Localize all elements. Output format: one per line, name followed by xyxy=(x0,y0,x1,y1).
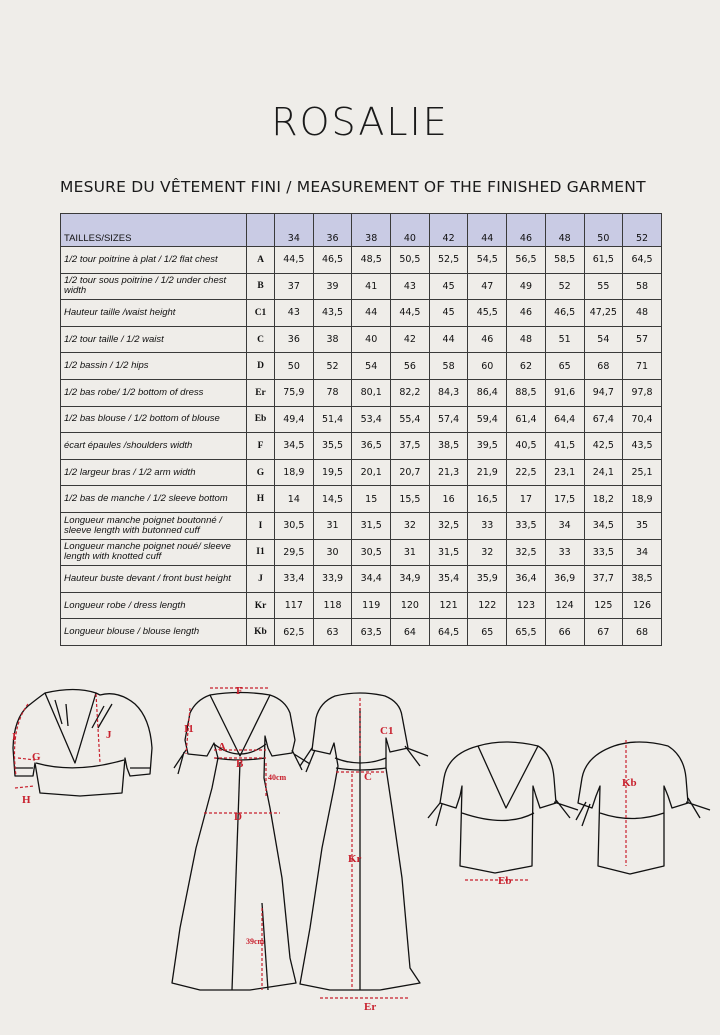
dress-back-drawing xyxy=(300,693,428,990)
measurement-value: 61,4 xyxy=(507,406,546,433)
measurement-value: 117 xyxy=(275,592,314,619)
measurement-code: F xyxy=(247,433,275,460)
measurement-value: 47,25 xyxy=(584,300,623,327)
measurement-value: 17 xyxy=(507,486,546,513)
measurement-code: Eb xyxy=(247,406,275,433)
measurement-value: 35 xyxy=(623,512,662,539)
measurement-value: 65 xyxy=(545,353,584,380)
measurement-value: 36,5 xyxy=(352,433,391,460)
measurement-row xyxy=(61,300,662,327)
measurement-value: 45,5 xyxy=(468,300,507,327)
measurement-value: 66 xyxy=(545,619,584,646)
measurement-value: 124 xyxy=(545,592,584,619)
measurement-value: 32 xyxy=(391,512,430,539)
label-I1: I1 xyxy=(184,723,194,735)
measurement-value: 17,5 xyxy=(545,486,584,513)
measurement-row xyxy=(61,619,662,646)
measurement-label: Hauteur taille /waist height xyxy=(61,300,247,327)
measurement-code: B xyxy=(247,273,275,300)
measurement-value: 71 xyxy=(623,353,662,380)
label-G: G xyxy=(32,751,41,763)
blouse-back-drawing xyxy=(576,742,710,874)
measurement-value: 68 xyxy=(623,619,662,646)
measurement-value: 46 xyxy=(468,326,507,353)
measurement-value: 42,5 xyxy=(584,433,623,460)
measurement-value: 125 xyxy=(584,592,623,619)
measurement-value: 21,3 xyxy=(429,459,468,486)
measurement-value: 39 xyxy=(313,273,352,300)
measurement-value: 44,5 xyxy=(391,300,430,327)
measurement-value: 19,5 xyxy=(313,459,352,486)
measurement-row xyxy=(61,486,662,513)
measurement-value: 55 xyxy=(584,273,623,300)
measurement-value: 63,5 xyxy=(352,619,391,646)
measurement-value: 122 xyxy=(468,592,507,619)
measurement-value: 55,4 xyxy=(391,406,430,433)
measurement-value: 37,7 xyxy=(584,566,623,593)
measurement-value: 43,5 xyxy=(623,433,662,460)
label-H: H xyxy=(22,794,31,806)
measurement-value: 35,5 xyxy=(313,433,352,460)
measurement-value: 43 xyxy=(391,273,430,300)
size-header: 52 xyxy=(623,214,662,247)
measurement-label: 1/2 bas robe/ 1/2 bottom of dress xyxy=(61,379,247,406)
measurement-code: C xyxy=(247,326,275,353)
label-J: J xyxy=(106,729,112,741)
measurement-label: écart épaules /shoulders width xyxy=(61,433,247,460)
measurement-value: 49,4 xyxy=(275,406,314,433)
measurement-value: 119 xyxy=(352,592,391,619)
measurement-value: 52 xyxy=(313,353,352,380)
measurement-value: 34,9 xyxy=(391,566,430,593)
measurement-row xyxy=(61,592,662,619)
measurement-value: 30,5 xyxy=(352,539,391,566)
measurement-value: 75,9 xyxy=(275,379,314,406)
measurement-row xyxy=(61,247,662,274)
measurement-value: 20,7 xyxy=(391,459,430,486)
measurement-value: 78 xyxy=(313,379,352,406)
measurement-code: C1 xyxy=(247,300,275,327)
measurement-value: 34,4 xyxy=(352,566,391,593)
measurement-label: 1/2 tour sous poitrine / 1/2 under chest width xyxy=(61,273,247,300)
measurement-value: 91,6 xyxy=(545,379,584,406)
size-header: 38 xyxy=(352,214,391,247)
page-subtitle: MESURE DU VÊTEMENT FINI / MEASUREMENT OF THE FINISHED GARMENT xyxy=(60,178,646,196)
size-header: 34 xyxy=(275,214,314,247)
measurement-value: 54,5 xyxy=(468,247,507,274)
label-Eb: Eb xyxy=(498,875,512,887)
measurement-value: 42 xyxy=(391,326,430,353)
measurement-value: 31,5 xyxy=(429,539,468,566)
measurement-value: 31,5 xyxy=(352,512,391,539)
measurement-value: 48 xyxy=(623,300,662,327)
size-header: 44 xyxy=(468,214,507,247)
measurement-value: 21,9 xyxy=(468,459,507,486)
measurement-value: 35,9 xyxy=(468,566,507,593)
measurement-value: 41 xyxy=(352,273,391,300)
measurement-value: 120 xyxy=(391,592,430,619)
measurement-value: 53,4 xyxy=(352,406,391,433)
measurement-value: 57 xyxy=(623,326,662,353)
measurement-label: Longueur blouse / blouse length xyxy=(61,619,247,646)
measurement-label: 1/2 bas blouse / 1/2 bottom of blouse xyxy=(61,406,247,433)
label-40cm: 40cm xyxy=(268,773,287,782)
measurement-value: 32 xyxy=(468,539,507,566)
measurement-value: 54 xyxy=(584,326,623,353)
measurement-value: 15,5 xyxy=(391,486,430,513)
measurement-row xyxy=(61,539,662,566)
measurement-value: 33,5 xyxy=(584,539,623,566)
measurement-value: 44 xyxy=(352,300,391,327)
measurement-value: 60 xyxy=(468,353,507,380)
measurement-value: 45 xyxy=(429,273,468,300)
measurement-row xyxy=(61,379,662,406)
measurement-row xyxy=(61,512,662,539)
measurement-value: 84,3 xyxy=(429,379,468,406)
measurement-value: 94,7 xyxy=(584,379,623,406)
measurement-value: 14,5 xyxy=(313,486,352,513)
measurement-value: 121 xyxy=(429,592,468,619)
size-header: 48 xyxy=(545,214,584,247)
measurement-value: 50 xyxy=(275,353,314,380)
measurement-value: 32,5 xyxy=(429,512,468,539)
size-header: 40 xyxy=(391,214,430,247)
label-B: B xyxy=(236,758,244,770)
measurement-value: 46,5 xyxy=(545,300,584,327)
measurement-value: 25,1 xyxy=(623,459,662,486)
measurement-value: 18,2 xyxy=(584,486,623,513)
measurement-value: 64,5 xyxy=(623,247,662,274)
measurement-row xyxy=(61,353,662,380)
measurement-value: 31 xyxy=(313,512,352,539)
measurement-value: 14 xyxy=(275,486,314,513)
measurement-value: 58 xyxy=(623,273,662,300)
measurement-value: 35,4 xyxy=(429,566,468,593)
measurement-value: 24,1 xyxy=(584,459,623,486)
measurement-value: 34,5 xyxy=(584,512,623,539)
measurement-value: 62,5 xyxy=(275,619,314,646)
measurement-value: 52,5 xyxy=(429,247,468,274)
measurement-value: 33,4 xyxy=(275,566,314,593)
measurement-value: 36,4 xyxy=(507,566,546,593)
measurement-value: 16 xyxy=(429,486,468,513)
measurement-row xyxy=(61,406,662,433)
measurement-value: 46,5 xyxy=(313,247,352,274)
measurement-value: 32,5 xyxy=(507,539,546,566)
measurement-value: 48 xyxy=(507,326,546,353)
measurement-value: 33,9 xyxy=(313,566,352,593)
measurement-value: 30,5 xyxy=(275,512,314,539)
measurement-row xyxy=(61,459,662,486)
measurement-value: 41,5 xyxy=(545,433,584,460)
label-A: A xyxy=(218,741,226,753)
measurement-value: 33,5 xyxy=(507,512,546,539)
measurement-value: 37,5 xyxy=(391,433,430,460)
measurement-value: 33 xyxy=(468,512,507,539)
measurement-value: 56 xyxy=(391,353,430,380)
label-Kr: Kr xyxy=(348,853,362,865)
measurement-label: 1/2 tour poitrine à plat / 1/2 flat chest xyxy=(61,247,247,274)
measurement-code: H xyxy=(247,486,275,513)
label-Er: Er xyxy=(364,1001,377,1013)
measurement-value: 18,9 xyxy=(275,459,314,486)
measurement-value: 126 xyxy=(623,592,662,619)
measurement-value: 16,5 xyxy=(468,486,507,513)
measurement-label: Longueur manche poignet noué/ sleeve length with knotted cuff xyxy=(61,539,247,566)
measurement-value: 86,4 xyxy=(468,379,507,406)
measurement-label: Longueur manche poignet boutonné / sleeve length with butonned cuff xyxy=(61,512,247,539)
label-C1: C1 xyxy=(380,725,394,737)
measurement-label: Longueur robe / dress length xyxy=(61,592,247,619)
measurement-value: 52 xyxy=(545,273,584,300)
measurement-value: 51,4 xyxy=(313,406,352,433)
measurement-value: 97,8 xyxy=(623,379,662,406)
measurement-value: 36 xyxy=(275,326,314,353)
measurement-code: I xyxy=(247,512,275,539)
measurement-label: 1/2 bas de manche / 1/2 sleeve bottom xyxy=(61,486,247,513)
measurement-code: I1 xyxy=(247,539,275,566)
code-header-cell xyxy=(247,214,275,247)
measurement-value: 58,5 xyxy=(545,247,584,274)
measurement-value: 39,5 xyxy=(468,433,507,460)
measurement-value: 47 xyxy=(468,273,507,300)
measurement-value: 20,1 xyxy=(352,459,391,486)
measurement-value: 45 xyxy=(429,300,468,327)
label-39cm: 39cm xyxy=(246,937,265,946)
measurement-value: 65,5 xyxy=(507,619,546,646)
measurement-value: 38 xyxy=(313,326,352,353)
measurement-value: 46 xyxy=(507,300,546,327)
label-F: F xyxy=(236,685,243,697)
measurement-code: Er xyxy=(247,379,275,406)
size-header: 42 xyxy=(429,214,468,247)
measurement-code: J xyxy=(247,566,275,593)
measurement-value: 64,5 xyxy=(429,619,468,646)
page-title: ROSALIE xyxy=(271,100,449,144)
measurement-value: 37 xyxy=(275,273,314,300)
measurement-code: G xyxy=(247,459,275,486)
label-Kb: Kb xyxy=(622,777,637,789)
measurement-value: 44 xyxy=(429,326,468,353)
label-D: D xyxy=(234,811,242,823)
measurement-value: 48,5 xyxy=(352,247,391,274)
measurement-value: 118 xyxy=(313,592,352,619)
measurement-value: 43,5 xyxy=(313,300,352,327)
dress-front-drawing xyxy=(172,693,310,991)
measurement-value: 123 xyxy=(507,592,546,619)
size-header: 50 xyxy=(584,214,623,247)
size-chart-table xyxy=(60,213,662,646)
measurement-value: 44,5 xyxy=(275,247,314,274)
measurement-value: 22,5 xyxy=(507,459,546,486)
measurement-value: 43 xyxy=(275,300,314,327)
size-header-row xyxy=(61,214,662,247)
measurement-value: 67 xyxy=(584,619,623,646)
measurement-value: 29,5 xyxy=(275,539,314,566)
measurement-value: 80,1 xyxy=(352,379,391,406)
measurement-row xyxy=(61,326,662,353)
measurement-value: 68 xyxy=(584,353,623,380)
measurement-value: 56,5 xyxy=(507,247,546,274)
measurement-value: 58 xyxy=(429,353,468,380)
measurement-code: A xyxy=(247,247,275,274)
measurement-value: 38,5 xyxy=(429,433,468,460)
measurement-value: 30 xyxy=(313,539,352,566)
measurement-value: 18,9 xyxy=(623,486,662,513)
measurement-value: 40 xyxy=(352,326,391,353)
measurement-value: 82,2 xyxy=(391,379,430,406)
size-header: 46 xyxy=(507,214,546,247)
measurement-value: 31 xyxy=(391,539,430,566)
measurement-code: Kb xyxy=(247,619,275,646)
measurement-value: 67,4 xyxy=(584,406,623,433)
measurement-value: 59,4 xyxy=(468,406,507,433)
measurement-value: 34,5 xyxy=(275,433,314,460)
measurement-value: 70,4 xyxy=(623,406,662,433)
measurement-value: 34 xyxy=(545,512,584,539)
measurement-label: 1/2 largeur bras / 1/2 arm width xyxy=(61,459,247,486)
label-C: C xyxy=(364,771,372,783)
measurement-value: 15 xyxy=(352,486,391,513)
measurement-label: Hauteur buste devant / front bust height xyxy=(61,566,247,593)
measurement-value: 40,5 xyxy=(507,433,546,460)
measurement-value: 50,5 xyxy=(391,247,430,274)
measurement-value: 38,5 xyxy=(623,566,662,593)
measurement-value: 51 xyxy=(545,326,584,353)
size-header: 36 xyxy=(313,214,352,247)
measurement-row xyxy=(61,433,662,460)
measurement-value: 23,1 xyxy=(545,459,584,486)
measurement-value: 65 xyxy=(468,619,507,646)
measurement-code: D xyxy=(247,353,275,380)
measurement-row xyxy=(61,566,662,593)
blouse-detail-front-drawing xyxy=(13,690,152,797)
measurement-code: Kr xyxy=(247,592,275,619)
measurement-value: 57,4 xyxy=(429,406,468,433)
measurement-value: 34 xyxy=(623,539,662,566)
measurement-value: 54 xyxy=(352,353,391,380)
blouse-front-drawing xyxy=(428,742,578,873)
measurement-row xyxy=(61,273,662,300)
measurement-value: 49 xyxy=(507,273,546,300)
measurement-value: 62 xyxy=(507,353,546,380)
measurement-value: 88,5 xyxy=(507,379,546,406)
measurement-value: 63 xyxy=(313,619,352,646)
measurement-value: 64 xyxy=(391,619,430,646)
measurement-label: 1/2 tour taille / 1/2 waist xyxy=(61,326,247,353)
garment-illustrations xyxy=(0,668,720,1035)
measurement-value: 61,5 xyxy=(584,247,623,274)
measurement-value: 64,4 xyxy=(545,406,584,433)
measurement-value: 33 xyxy=(545,539,584,566)
sizes-header-label: TAILLES/SIZES xyxy=(61,214,247,247)
measurement-label: 1/2 bassin / 1/2 hips xyxy=(61,353,247,380)
measurement-value: 36,9 xyxy=(545,566,584,593)
label-I: I xyxy=(12,731,17,743)
